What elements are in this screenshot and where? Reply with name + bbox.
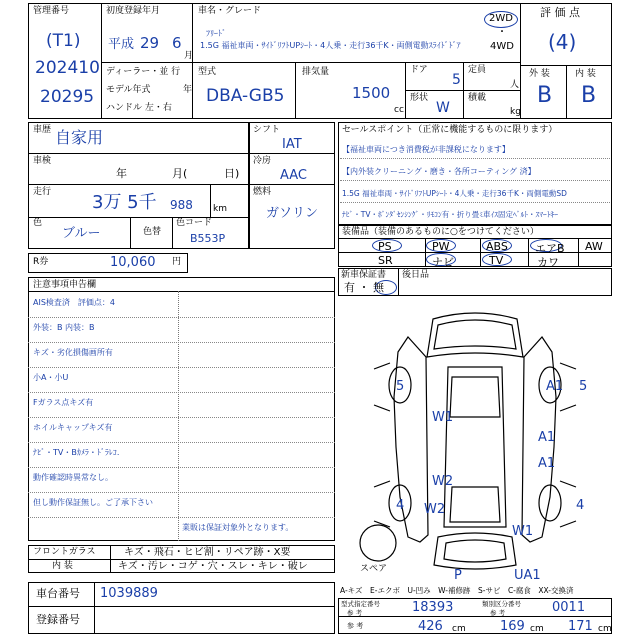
color-label: 色 [33,218,43,228]
first-reg-label: 初度登録年月 [106,6,161,16]
reg-year: 29 [140,34,160,52]
type-label: 型式 [198,67,217,77]
guarantee-value: 有 ・ 無 [344,281,384,294]
mileage-label: 走行 [33,187,52,197]
equipment-label: 装備品（装備のあるものに○をつけてください） [342,227,539,237]
sales-line-2: 【内外装クリーニング・磨き・各所コーティング 済】 [342,167,536,176]
header-section [28,3,612,119]
spec-value-1: 18393 [412,600,454,615]
int-grade: B [581,83,597,108]
type-value: DBA-GB5 [206,86,285,106]
shift-value: IAT [282,137,302,152]
equip-pw: PW [432,240,450,253]
note-line-1: AIS検査済 評価点：4 [33,298,115,307]
drive-4wd: 4WD [490,41,514,52]
sales-label: セールスポイント（正常に機能するものに限ります） [342,125,558,135]
mark-w2-left: W2 [432,474,454,489]
reg-month: 6 [172,34,182,52]
mark-a1-right-mid: A1 [538,430,556,445]
load-unit: kg [510,107,521,117]
spare-label: スペア [360,564,388,574]
mgmt-t: (T1) [46,31,81,51]
mark-5-front-left: 5 [396,379,405,394]
mgmt-label: 管理番号 [33,6,70,16]
mark-a1-right-top: A1 [546,379,564,394]
equip-abs: ABS [486,240,508,253]
mgmt-no1: 202410 [35,58,100,78]
color-change-label: 色替 [143,227,162,237]
int-label-2: 内 装 [52,561,73,571]
r-value: 10,060 [110,255,156,270]
fuel-value: ガソリン [266,206,319,221]
mark-ua1: UA1 [514,568,541,583]
r-ticket [28,253,188,273]
note-line-7: ﾅﾋﾞ・TV・Bｶﾒﾗ・ﾄﾞﾗﾚｺ. [33,448,120,457]
model-year-label: モデル年式 [106,85,151,95]
usage-label: 車歴 [33,125,52,135]
fglass-value: キズ・飛石・ヒビ割・リペア跡・X要 [124,547,291,558]
inspect-day: 日) [224,167,240,180]
sales-line-3: 1.5G 福祉車両・ｻｲﾄﾞﾘﾌﾄUPｼｰﾄ・4人乗・走行36千K・両側電動SD [342,189,567,198]
mark-5-front-right: 5 [579,379,588,394]
inspect-year: 年 [116,167,127,180]
usage-value: 自家用 [55,128,104,147]
ext-label: 外 装 [529,69,550,79]
model-year-unit: 年 [183,85,193,95]
r-unit: 円 [172,257,182,267]
note-line-3: キズ・劣化損傷画所有 [33,348,113,357]
door-label: ドア [410,65,428,75]
guarantee-label: 新車保証書 [341,270,387,280]
door-value: 5 [452,72,461,88]
era: 平成 [108,37,135,52]
note-line-8: 動作確認時異常なし。 [33,473,113,482]
drive-2wd: 2WD [489,13,513,24]
damage-legend: A-キズ E-エクボ U-凹み W-補修跡 S-サビ C-腐食 XX-交換済 [340,586,574,595]
month-unit: 月 [184,51,194,61]
ext-grade: B [537,83,553,108]
mgmt-no2: 20295 [40,87,95,107]
mark-4-rear-left: 4 [396,498,405,513]
note-line-4: 小A・小U [33,373,69,382]
ref-unit-3: cm [598,624,612,634]
equip-airbag: エアB [535,242,565,255]
inspect-month: 月( [172,167,188,180]
score-label: 評 価 点 [540,6,580,19]
sales-line-4: ﾅﾋﾞ・TV・ﾎﾞﾝﾀﾞｾﾝｼﾝｸﾞ・ﾘﾓｺﾝ有・折り畳ﾐ車ｲｽ固定ﾍﾞﾙﾄ・ｽﾏｰﾄｷｰ [342,210,558,219]
grade-text: 1.5G 福祉車両・ｻｲﾄﾞﾘﾌﾄUPｼｰﾄ・4人乗・走行36千K・両側電動ｽﾗｲﾄﾞﾄﾞｱ [200,41,461,50]
note-line-5: Fガラス点キズ有 [33,398,94,407]
equip-tv: TV [489,254,504,267]
class-ref-label: 参 考 [490,609,506,617]
mileage-exact: 988 [170,198,193,212]
ref-unit-2: cm [530,624,544,634]
capacity-label: 定員 [468,65,487,75]
score-value: (4) [548,30,577,54]
note-line-6: ホイルキャップキズ有 [33,423,113,432]
color-code: B553P [190,232,226,245]
handle-label: ハンドル 左・右 [106,103,172,113]
capacity-unit: 人 [510,80,520,90]
ref-value-2: 169 [500,619,525,634]
equip-aw: AW [585,240,603,253]
sales-line-1: 【福祉車両につき消費税が非課税になります】 [342,145,510,154]
fuel-label: 燃料 [253,187,272,197]
equip-leather: カワ [537,256,559,269]
ref-value-1: 426 [418,619,443,634]
shape-label: 形状 [410,93,429,103]
class-label: 類別区分番号 [482,600,521,608]
ref-value-3: 171 [568,619,593,634]
int-label: 内 装 [575,69,596,79]
later-label: 後日品 [402,270,430,280]
equip-ps: PS [378,240,392,253]
shift-label: シフト [253,125,281,135]
car-label: 車名・グレード [198,6,262,16]
color-code-label: 色コード [176,218,213,228]
equip-sr: SR [378,254,393,267]
note-line-10: 業販は保証対象外となります。 [182,523,294,532]
ac-label: 冷房 [253,156,272,166]
reg-label: 登録番号 [36,613,80,626]
load-label: 積載 [468,93,487,103]
chassis-label: 車台番号 [36,587,80,600]
disp-value: 1500 [352,84,391,102]
mark-w1-rear: W1 [512,524,534,539]
mark-w1-left: W1 [432,410,454,425]
disp-unit: cc [394,105,404,115]
car-diagram [338,297,612,584]
car-name: ﾌﾘｰﾄﾞ [206,29,226,38]
mark-a1-right-low: A1 [538,456,556,471]
r-label: R券 [33,257,49,267]
chassis-value: 1039889 [100,586,158,601]
dealer-label: ディーラー・並 行 [106,67,181,77]
ac-value: AAC [280,168,307,183]
mark-w2-rear: W2 [424,502,446,517]
ref-label-2: 参 考 [347,622,364,630]
note-line-9: 但し動作保証無し。ご了承下さい [33,498,153,507]
spec-ref-label-1: 参 考 [347,609,363,617]
mileage-value: 3万 5千 [92,192,157,213]
mileage-unit: km [213,204,227,214]
shape-value: W [436,100,450,116]
notes-label: 注意事項申告欄 [33,280,97,290]
equip-navi: ナビ [432,256,454,269]
spec-label-1: 型式指定番号 [341,600,380,608]
ref-unit-1: cm [452,624,466,634]
fglass-label: フロントガラス [33,547,96,557]
drive-dot: ・ [497,27,507,38]
mark-4-rear-right: 4 [576,498,585,513]
class-value: 0011 [552,600,586,615]
inspect-label: 車検 [33,156,52,166]
int-value: キズ・汚レ・コゲ・穴・スレ・キレ・破レ [118,561,308,572]
color-value: ブルー [62,226,101,241]
disp-label: 排気量 [302,67,330,77]
note-line-2: 外装：B 内装：B [33,323,95,332]
mark-p: P [454,568,462,583]
